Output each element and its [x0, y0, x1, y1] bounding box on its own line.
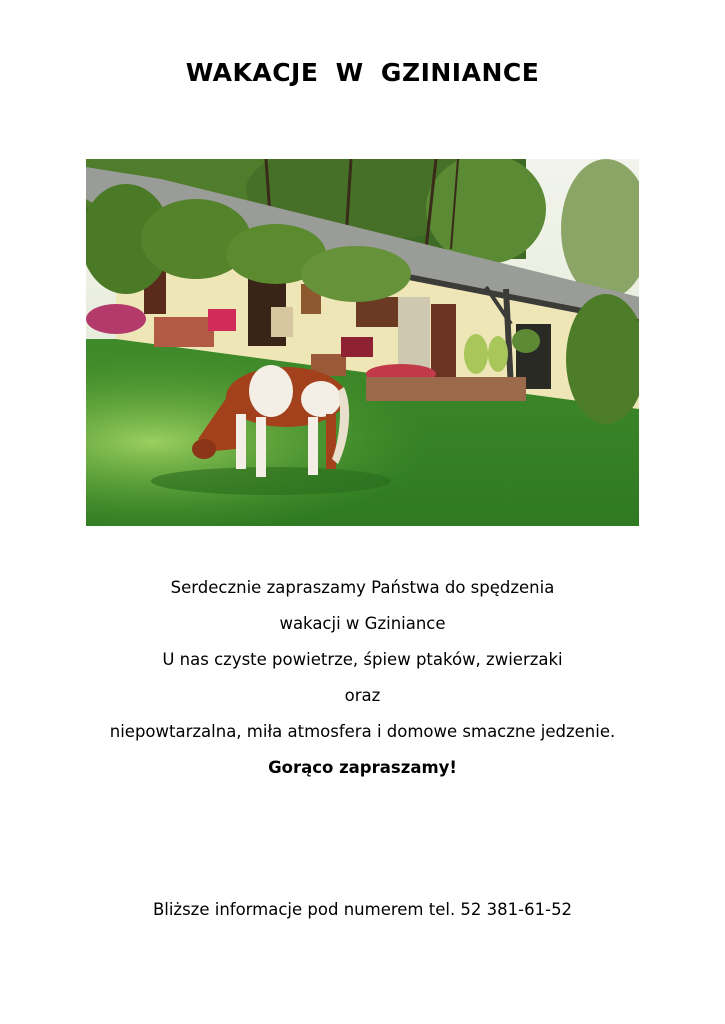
- invitation-text: [0, 576, 725, 792]
- body-line: niepowtarzalna, miła atmosfera i domowe smaczne jedzenie.: [109, 722, 616, 741]
- closing-line: Gorąco zapraszamy!: [268, 758, 457, 777]
- body-line: Serdecznie zapraszamy Państwa do spędzenia: [170, 578, 555, 597]
- house-with-pony-photo: [86, 159, 639, 526]
- body-line: wakacji w Gziniance: [279, 614, 446, 633]
- contact-info: Bliższe informacje pod numerem tel. 52 381-61-52: [152, 900, 573, 919]
- body-line: U nas czyste powietrze, śpiew ptaków, zwierzaki: [162, 650, 563, 669]
- page-title: WAKACJE W GZINIANCE: [185, 58, 540, 87]
- body-line: oraz: [344, 686, 381, 705]
